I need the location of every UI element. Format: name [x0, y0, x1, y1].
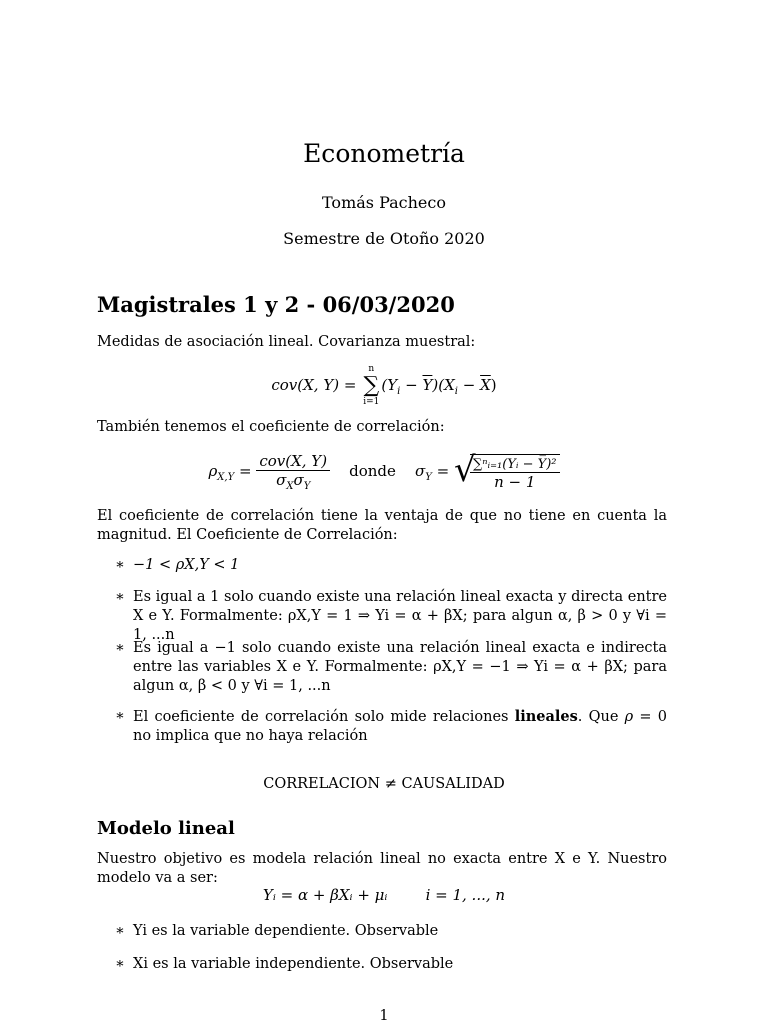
- bullet-star: ∗: [115, 923, 125, 939]
- cov-term-x-sub: i: [454, 386, 458, 397]
- sum-lower-limit: i=1: [363, 397, 380, 407]
- bullet-item: ∗ Xi es la variable independiente. Observable: [115, 956, 454, 972]
- square-root: √ $\frac{\text{∑ⁿᵢ₌₁(Yᵢ − Y̅)²}}{n - 1}$: [454, 454, 560, 491]
- sigma-equals: =: [431, 462, 450, 480]
- bullet-item: ∗ Es igual a 1 solo cuando existe una relación lineal exacta y directa entre X e Y. Formalmente: ρX,Y = 1 ⇒ Yi = α + βX; para algun α, β > 0 y ∀i = 1, ...n: [115, 589, 667, 643]
- modelo-intro: Nuestro objetivo es modela relación lineal no exacta entre X e Y. Nuestro modelo va a ser:: [97, 851, 667, 886]
- bullet-star: ∗: [115, 708, 125, 724]
- covariance-equation: [0, 364, 768, 408]
- bullet-star: ∗: [115, 956, 125, 972]
- sigma-fraction: [470, 457, 560, 491]
- cov-minus-2: −: [457, 376, 481, 394]
- document-term: Semestre de Otoño 2020: [283, 229, 485, 248]
- cov-xbar: $\overline{X}$: [480, 376, 491, 394]
- correlation-slogan: CORRELACION ≠ CAUSALIDAD: [263, 776, 505, 792]
- correlation-note: El coeficiente de correlación tiene la ventaja de que no tiene en cuenta la magnitud. El Coeficiente de Correlación:: [97, 508, 667, 543]
- rho-symbol: ρ: [208, 462, 218, 480]
- bullet-star: ∗: [115, 640, 125, 656]
- model-range: i = 1, ..., n: [425, 886, 506, 904]
- sum-upper-limit: n: [368, 364, 375, 374]
- intro-paragraph: Medidas de asociación lineal. Covarianza muestral:: [97, 334, 476, 350]
- bullet-star: ∗: [115, 589, 125, 605]
- document-author: Tomás Pacheco: [322, 193, 446, 212]
- bullet-item: [115, 707, 667, 746]
- rho-fraction: [256, 452, 330, 492]
- page-number: 1: [379, 1008, 389, 1024]
- sigma-symbol: σ: [415, 462, 426, 480]
- sigma-subscript: Y: [425, 472, 432, 483]
- section-heading-modelo: Modelo lineal: [97, 818, 235, 839]
- cov-term-x: )(X: [432, 376, 455, 394]
- bold-lineales: lineales: [514, 708, 578, 725]
- model-equation: [0, 886, 768, 904]
- document-title: Econometría: [303, 139, 465, 168]
- correlation-equation: [0, 449, 768, 492]
- donde-label: donde: [349, 462, 396, 480]
- summation-symbol: n ∑ i=1: [363, 364, 380, 407]
- cov-minus-1: −: [400, 376, 423, 394]
- bullet-star: ∗: [115, 557, 125, 573]
- rho-denominator: $\sigma_X\sigma_Y$: [276, 471, 311, 492]
- rho-numerator: cov(X, Y): [256, 452, 330, 471]
- bullet-item: ∗ −1 < ρX,Y < 1: [115, 557, 240, 573]
- bullet-item: ∗ Yi es la variable dependiente. Observable: [115, 923, 439, 939]
- section-heading-magistrales: Magistrales 1 y 2 - 06/03/2020: [97, 292, 455, 317]
- cov-term-y: (Y: [381, 376, 398, 394]
- bullet-lineales: El coeficiente de correlación solo mide relaciones lineales. Que ρ = 0 no implica que no haya relación: [133, 708, 668, 744]
- model-formula: Yᵢ = α + βXᵢ + μᵢ: [262, 886, 388, 904]
- sigma-numerator: ∑ⁿᵢ₌₁(Yᵢ − Y̅)²: [470, 457, 560, 473]
- rho-equals: =: [234, 462, 252, 480]
- sigma-denominator: n − 1: [494, 472, 536, 491]
- cov-ybar: $\overline{Y}$: [422, 376, 433, 394]
- cov-lhs: cov(X, Y) =: [271, 376, 357, 394]
- correlation-intro: También tenemos el coeficiente de correlación:: [97, 419, 445, 435]
- cov-term-y-sub: i: [397, 386, 401, 397]
- rho-subscript: X,Y: [217, 472, 235, 483]
- cov-close-paren: ): [490, 376, 497, 394]
- bullet-item: ∗ Es igual a −1 solo cuando existe una relación lineal exacta e indirecta entre las variables X e Y. Formalmente: ρX,Y = −1 ⇒ Yi = α + βX; para algun α, β < 0 y ∀i = 1, ...n: [115, 640, 667, 694]
